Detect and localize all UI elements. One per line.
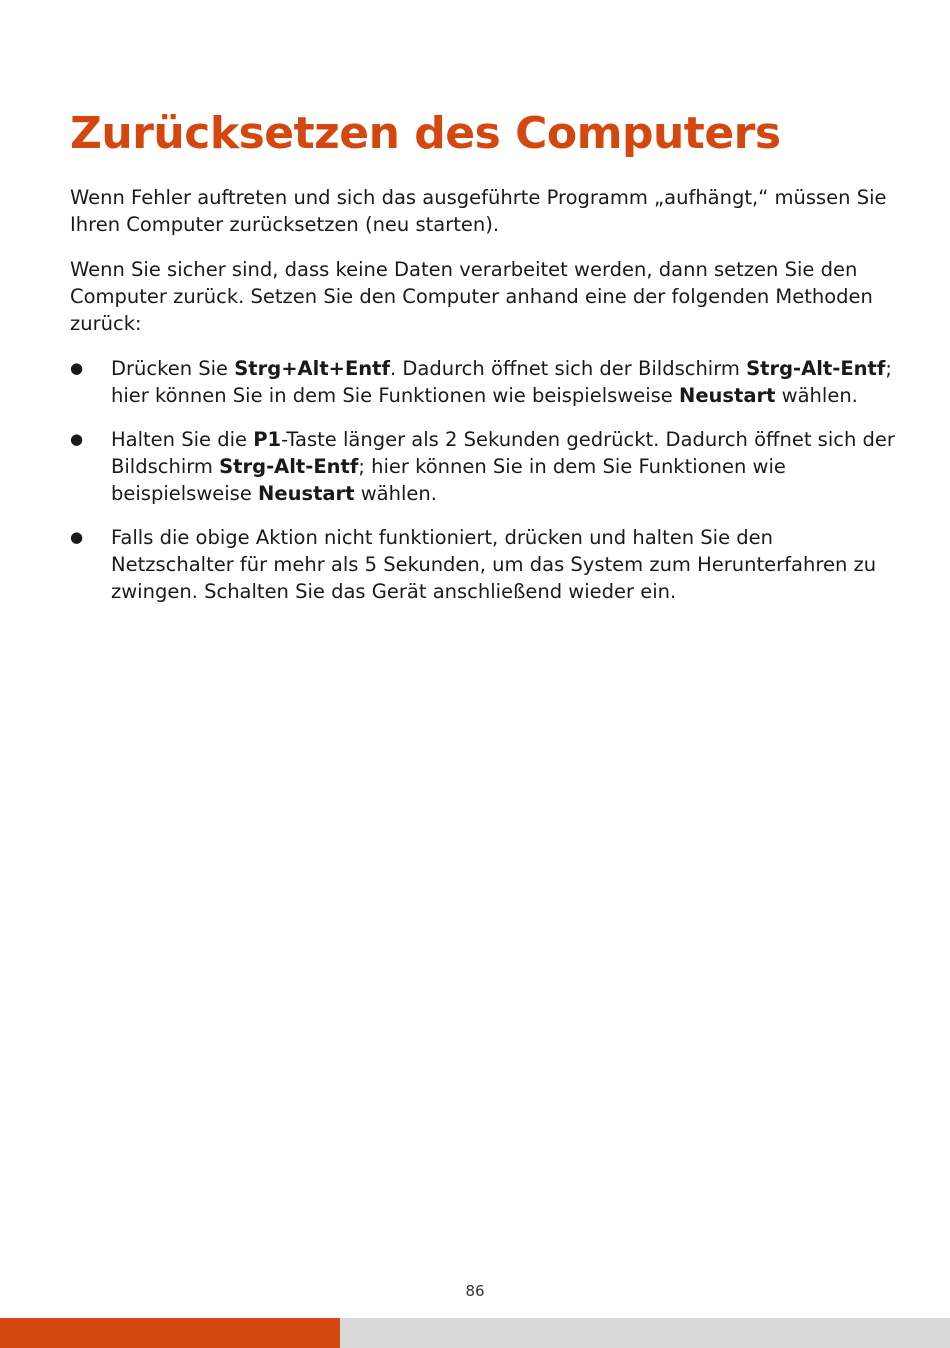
screen-name: Strg-Alt-Entf <box>746 357 886 380</box>
reset-methods-list <box>70 355 900 605</box>
list-item <box>70 426 900 507</box>
screen-name: Strg-Alt-Entf <box>219 455 359 478</box>
function-name: Neustart <box>679 384 776 407</box>
text: ; hier können Sie in dem Sie Funktionen wie beispielsweise <box>111 455 786 505</box>
text: wählen. <box>775 384 858 407</box>
text: Halten Sie die <box>111 428 254 451</box>
list-item <box>70 524 900 605</box>
function-name: Neustart <box>258 482 355 505</box>
page-title: Zurücksetzen des Computers <box>70 108 781 159</box>
text: ; hier können Sie in dem Sie Funktionen wie beispielsweise <box>111 357 892 407</box>
key-combo: Strg+Alt+Entf <box>234 357 390 380</box>
text: . Dadurch öffnet sich der Bildschirm <box>390 357 747 380</box>
text: Drücken Sie <box>111 357 235 380</box>
bullet-icon: ● <box>70 430 84 448</box>
methods-paragraph: Wenn Sie sicher sind, dass keine Daten verarbeitet werden, dann setzen Sie den Computer zurück. Setzen Sie den Computer anhand eine der folgenden Methoden zurück: <box>70 258 873 335</box>
list-item <box>70 355 900 409</box>
text: -Taste länger als 2 Sekunden gedrückt. Dadurch öffnet sich der Bildschirm <box>111 428 895 478</box>
text: wählen. <box>354 482 437 505</box>
bullet-icon: ● <box>70 528 84 546</box>
bullet-icon: ● <box>70 359 84 377</box>
footer-bar-gray <box>340 1318 950 1348</box>
text: Falls die obige Aktion nicht funktioniert, drücken und halten Sie den Netzschalter für mehr als 5 Sekunden, um das System zum Herunterfahren zu zwingen. Schalten Sie das Gerät anschließend wieder ein. <box>111 526 877 603</box>
intro-paragraph: Wenn Fehler auftreten und sich das ausgeführte Programm „aufhängt,“ müssen Sie Ihren Computer zurücksetzen (neu starten). <box>70 186 887 236</box>
page-content <box>70 184 900 622</box>
footer-bar-accent <box>0 1318 340 1348</box>
key-name: P1 <box>253 428 282 451</box>
page-number: 86 <box>465 1282 485 1300</box>
